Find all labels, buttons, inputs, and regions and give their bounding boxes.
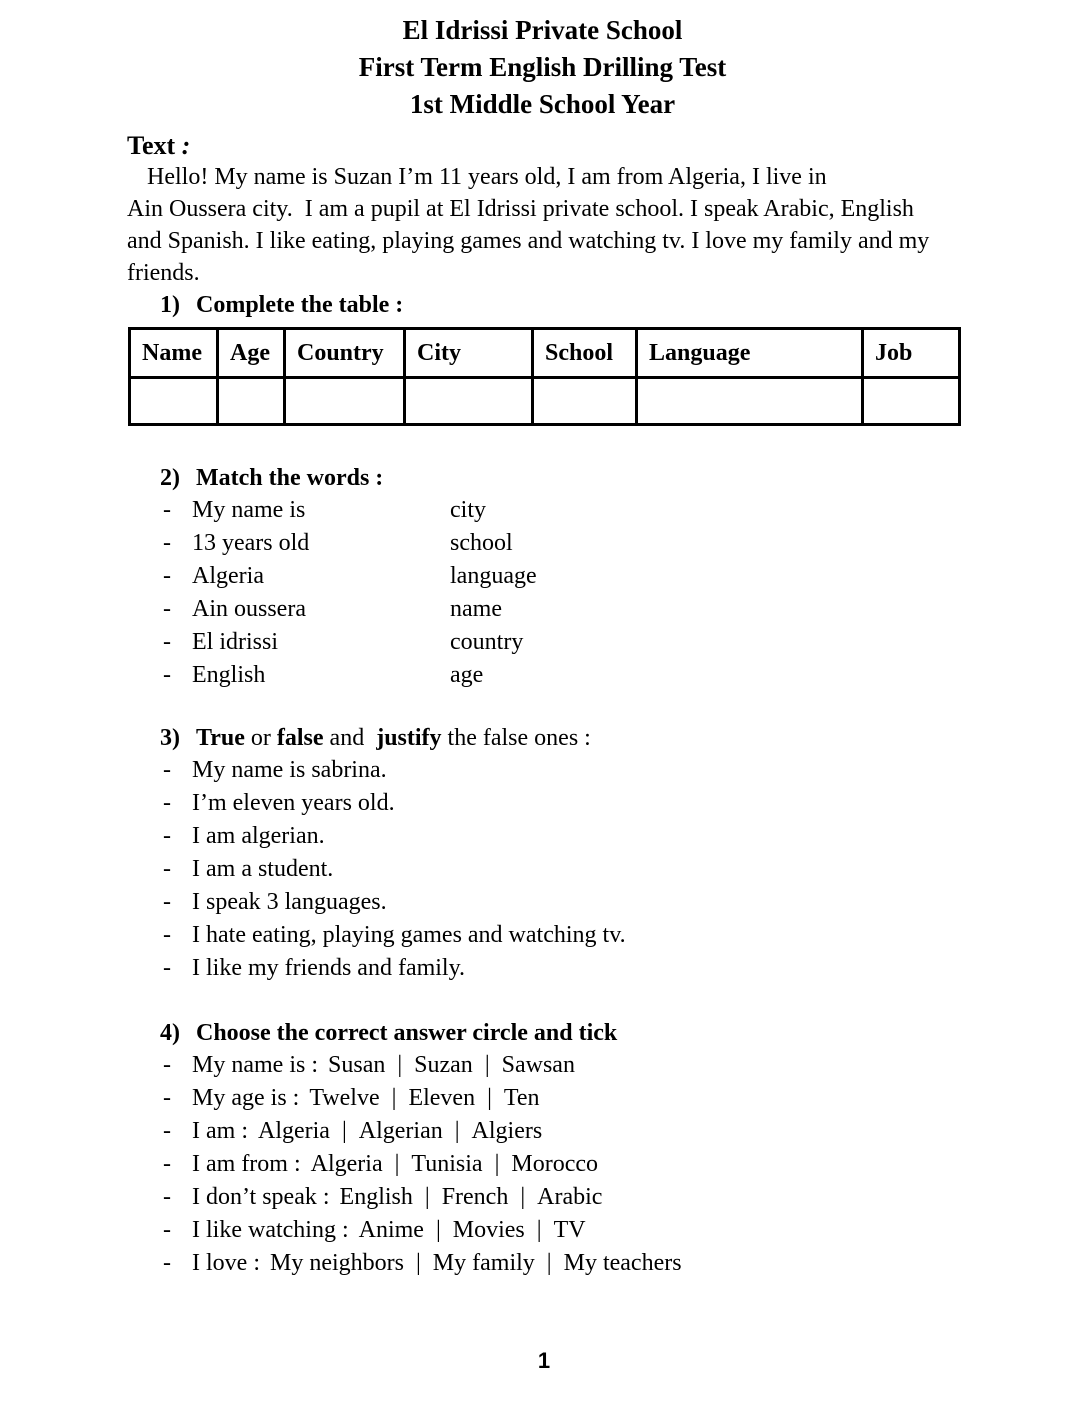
document-title xyxy=(127,12,958,123)
statement-text: I am algerian. xyxy=(192,823,325,849)
pipe-separator: | xyxy=(435,1217,441,1243)
question-1-number: 1) xyxy=(160,292,180,318)
statement-item xyxy=(127,886,958,919)
choice-body xyxy=(192,1148,598,1181)
match-left-word: My name is xyxy=(192,497,306,523)
choice-option: My teachers xyxy=(563,1250,682,1276)
match-pair xyxy=(127,593,958,626)
question-2-heading xyxy=(127,462,958,494)
question-2-title: Match the words : xyxy=(196,465,384,491)
choice-option: Algeria xyxy=(257,1118,330,1144)
question-1-section xyxy=(127,289,958,426)
dash-bullet: - xyxy=(163,563,171,589)
statement-item xyxy=(127,820,958,853)
question-3-section xyxy=(127,722,958,985)
match-pair xyxy=(127,494,958,527)
match-right-word: name xyxy=(450,596,502,622)
choice-option: Sawsan xyxy=(501,1052,575,1078)
text-label-colon: : xyxy=(175,131,191,160)
table-header-cell: Age xyxy=(218,329,285,378)
complete-the-table xyxy=(128,327,961,426)
question-3-heading xyxy=(127,722,958,754)
choice-item xyxy=(127,1247,958,1280)
dash-bullet: - xyxy=(163,1151,171,1177)
question-3-title xyxy=(196,722,591,754)
choice-option: Algiers xyxy=(471,1118,543,1144)
dash-bullet: - xyxy=(163,1217,171,1243)
reading-text-line: and Spanish. I like eating, playing games and watching tv. I love my family and my xyxy=(127,228,930,254)
match-right-word: age xyxy=(450,662,484,688)
table-header-cell: Name xyxy=(130,329,218,378)
table-header-cell: School xyxy=(533,329,637,378)
choice-item xyxy=(127,1082,958,1115)
question-4-title: Choose the correct answer circle and tick xyxy=(196,1020,618,1046)
pipe-separator: | xyxy=(424,1184,430,1210)
dash-bullet: - xyxy=(163,629,171,655)
dash-bullet: - xyxy=(163,530,171,556)
choice-body xyxy=(192,1214,586,1247)
dash-bullet: - xyxy=(163,1118,171,1144)
statement-text: I am a student. xyxy=(192,856,334,882)
choice-item xyxy=(127,1148,958,1181)
choice-body xyxy=(192,1115,542,1148)
question-1-heading xyxy=(127,289,958,321)
choice-option: My family xyxy=(432,1250,535,1276)
choice-item xyxy=(127,1049,958,1082)
statement-text: I hate eating, playing games and watching tv. xyxy=(192,922,626,948)
dash-bullet: - xyxy=(163,790,171,816)
choice-body xyxy=(192,1181,602,1214)
pipe-separator: | xyxy=(454,1118,460,1144)
statement-text: I’m eleven years old. xyxy=(192,790,395,816)
statement-item xyxy=(127,853,958,886)
table-empty-cell xyxy=(637,378,863,425)
question-3-number: 3) xyxy=(160,725,180,751)
dash-bullet: - xyxy=(163,1085,171,1111)
choice-option: Movies xyxy=(452,1217,525,1243)
match-right-word: country xyxy=(450,629,524,655)
choice-prompt: My age is : xyxy=(192,1085,300,1111)
choice-option: Morocco xyxy=(511,1151,599,1177)
question-4-number: 4) xyxy=(160,1020,180,1046)
table-empty-cell xyxy=(405,378,533,425)
statement-item xyxy=(127,919,958,952)
heading-segment: false xyxy=(276,725,324,751)
match-pair xyxy=(127,626,958,659)
table-empty-cell xyxy=(218,378,285,425)
text-label-word: Text xyxy=(127,131,176,160)
choice-prompt: I like watching : xyxy=(192,1217,349,1243)
statement-text: I like my friends and family. xyxy=(192,955,466,981)
reading-text-line: friends. xyxy=(127,260,200,286)
heading-segment: and xyxy=(323,725,377,751)
reading-text-line: Hello! My name is Suzan I’m 11 years old, I am from Algeria, I live in xyxy=(147,164,827,190)
match-words-list xyxy=(127,494,958,692)
question-4-heading xyxy=(127,1017,958,1049)
pipe-separator: | xyxy=(494,1151,500,1177)
choice-option: Algeria xyxy=(310,1151,383,1177)
statement-item xyxy=(127,952,958,985)
choice-option: Susan xyxy=(328,1052,386,1078)
choice-prompt: I love : xyxy=(192,1250,260,1276)
table-empty-cell xyxy=(863,378,960,425)
statement-text: I speak 3 languages. xyxy=(192,889,387,915)
match-left-word: Algeria xyxy=(192,563,264,589)
pipe-separator: | xyxy=(341,1118,347,1144)
table-header-cell: Country xyxy=(285,329,405,378)
dash-bullet: - xyxy=(163,823,171,849)
choice-prompt: I am from : xyxy=(192,1151,301,1177)
pipe-separator: | xyxy=(536,1217,542,1243)
match-right-word: city xyxy=(450,497,486,523)
question-2-section xyxy=(127,462,958,692)
choice-prompt: I don’t speak : xyxy=(192,1184,330,1210)
match-left-word: English xyxy=(192,662,266,688)
pipe-separator: | xyxy=(487,1085,492,1111)
choice-option: Twelve xyxy=(309,1085,380,1111)
match-pair xyxy=(127,527,958,560)
table-empty-cell xyxy=(130,378,218,425)
choice-option: English xyxy=(339,1184,413,1210)
choice-body xyxy=(192,1247,682,1280)
choose-answer-list xyxy=(127,1049,958,1280)
dash-bullet: - xyxy=(163,856,171,882)
match-left-word: Ain oussera xyxy=(192,596,306,622)
match-left-word: 13 years old xyxy=(192,530,310,556)
question-1-title: Complete the table : xyxy=(196,292,404,318)
table-empty-row xyxy=(130,378,960,425)
choice-item xyxy=(127,1181,958,1214)
title-line-test: First Term English Drilling Test xyxy=(358,52,727,82)
match-pair xyxy=(127,560,958,593)
choice-option: Ten xyxy=(503,1085,540,1111)
match-right-word: school xyxy=(450,530,513,556)
heading-segment: the false ones : xyxy=(441,725,591,751)
question-2-number: 2) xyxy=(160,465,180,491)
heading-segment: or xyxy=(244,725,277,751)
title-line-school: El Idrissi Private School xyxy=(402,15,683,45)
choice-prompt: I am : xyxy=(192,1118,248,1144)
reading-text-line: Ain Oussera city. I am a pupil at El Idrissi private school. I speak Arabic, English xyxy=(127,196,914,222)
choice-option: Anime xyxy=(358,1217,424,1243)
choice-option: Algerian xyxy=(358,1118,443,1144)
dash-bullet: - xyxy=(163,955,171,981)
table-empty-cell xyxy=(533,378,637,425)
pipe-separator: | xyxy=(546,1250,552,1276)
choice-option: My neighbors xyxy=(269,1250,404,1276)
choice-body xyxy=(192,1049,575,1082)
choice-option: Eleven xyxy=(408,1085,476,1111)
choice-option: Arabic xyxy=(537,1184,603,1210)
table-header-cell: City xyxy=(405,329,533,378)
dash-bullet: - xyxy=(163,922,171,948)
choice-option: French xyxy=(441,1184,509,1210)
question-4-section xyxy=(127,1017,958,1280)
match-pair xyxy=(127,659,958,692)
choice-body xyxy=(192,1082,540,1115)
table-header-cell: Job xyxy=(863,329,960,378)
heading-segment: True xyxy=(196,725,245,751)
heading-segment: justify xyxy=(376,725,442,751)
choice-option: Tunisia xyxy=(411,1151,483,1177)
dash-bullet: - xyxy=(163,662,171,688)
choice-option: Suzan xyxy=(414,1052,473,1078)
dash-bullet: - xyxy=(163,1052,171,1078)
choice-item xyxy=(127,1115,958,1148)
choice-prompt: My name is : xyxy=(192,1052,318,1078)
true-false-list xyxy=(127,754,958,985)
dash-bullet: - xyxy=(163,1250,171,1276)
dash-bullet: - xyxy=(163,497,171,523)
reading-text xyxy=(127,161,958,289)
choice-item xyxy=(127,1214,958,1247)
page-number: 1 xyxy=(537,1348,551,1373)
statement-item xyxy=(127,787,958,820)
match-left-word: El idrissi xyxy=(192,629,279,655)
statement-item xyxy=(127,754,958,787)
pipe-separator: | xyxy=(391,1085,397,1111)
pipe-separator: | xyxy=(394,1151,400,1177)
statement-text: My name is sabrina. xyxy=(192,757,387,783)
dash-bullet: - xyxy=(163,757,171,783)
dash-bullet: - xyxy=(163,889,171,915)
match-right-word: language xyxy=(450,563,537,589)
text-section-label xyxy=(127,131,958,161)
pipe-separator: | xyxy=(397,1052,403,1078)
table-header-row xyxy=(130,329,960,378)
dash-bullet: - xyxy=(163,596,171,622)
table-empty-cell xyxy=(285,378,405,425)
pipe-separator: | xyxy=(415,1250,421,1276)
title-line-year: 1st Middle School Year xyxy=(409,89,676,119)
pipe-separator: | xyxy=(484,1052,490,1078)
pipe-separator: | xyxy=(520,1184,526,1210)
choice-option: TV xyxy=(553,1217,586,1243)
table-header-cell: Language xyxy=(637,329,863,378)
dash-bullet: - xyxy=(163,1184,171,1210)
